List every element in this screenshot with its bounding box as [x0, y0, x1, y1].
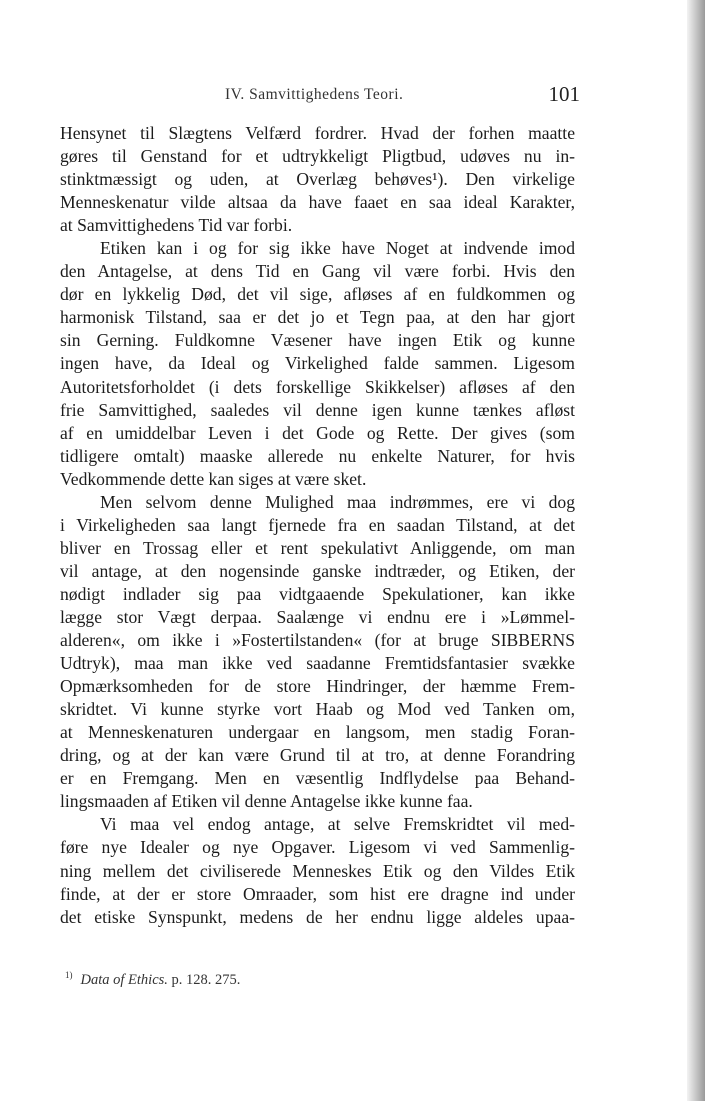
text-line: gøres til Genstand for et udtrykkeligt Pligtbud, udøves nu in- [60, 146, 575, 167]
text-line: finde, at der er store Omraader, som hist ere dragne ind under [60, 883, 575, 904]
text-line: Vi maa vel endog antage, at selve Fremskridtet vil med- [100, 814, 575, 835]
text-line: den Antagelse, at dens Tid en Gang vil være forbi. Hvis den [60, 261, 575, 282]
page-header [60, 82, 580, 112]
text-line: nødigt indlader sig paa vidtgaaende Spekulationer, kan ikke [60, 583, 575, 604]
text-line: vil antage, at den nogensinde ganske indtræder, og Etiken, der [60, 560, 575, 581]
text-line: dring, og at der kan være Grund til at tro, at denne Forandring [60, 745, 575, 766]
text-line: sin Gerning. Fuldkomne Væsener have ingen Etik og kunne [60, 330, 575, 351]
text-line: Menneskenatur vilde altsaa da have faaet en saa ideal Karakter, [60, 192, 575, 213]
page-edge-shadow [687, 0, 705, 1101]
text-line: stinktmæssigt og uden, at Overlæg behøves¹). Den virkelige [60, 169, 575, 190]
text-line: føre nye Idealer og nye Opgaver. Ligesom vi ved Sammenlig- [60, 837, 575, 858]
text-line: at Menneskenaturen undergaar en langsom, men stadig Foran- [60, 722, 575, 743]
text-line: skridtet. Vi kunne styrke vort Haab og Mod ved Tanken om, [60, 699, 575, 720]
text-line: Udtryk), maa man ikke ved saadanne Fremtidsfantasier svække [60, 653, 575, 674]
footnote-marker: 1) [65, 970, 73, 980]
text-line: ning mellem det civiliserede Menneskes Etik og den Vildes Etik [60, 860, 575, 881]
text-line: at Samvittighedens Tid var forbi. [60, 215, 293, 236]
page-number: 101 [548, 82, 580, 106]
text-line: frie Samvittighed, saaledes vil denne igen kunne tænkes afløst [60, 399, 575, 420]
text-line: bliver en Trossag eller et rent spekulativt Anliggende, om man [60, 537, 575, 558]
text-line: dør en lykkelig Død, det vil sige, afløses af en fuldkommen og [60, 284, 575, 305]
running-title: IV. Samvittighedens Teori. [225, 86, 404, 103]
text-line: i Virkeligheden saa langt fjernede fra en saadan Tilstand, at det [60, 514, 575, 535]
footnote [65, 970, 240, 989]
text-line: Men selvom denne Mulighed maa indrømmes, ere vi dog [100, 491, 575, 512]
text-line: lingsmaaden af Etiken vil denne Antagelse ikke kunne faa. [60, 791, 473, 812]
text-line: alderen«, om ikke i »Fostertilstanden« (for at bruge SIBBERNS [60, 630, 575, 651]
text-line: det etiske Synspunkt, medens de her endnu ligge aldeles upaa- [60, 906, 575, 927]
text-line: ingen have, da Ideal og Virkelighed falde sammen. Ligesom [60, 353, 575, 374]
text-line: er en Fremgang. Men en væsentlig Indflydelse paa Behand- [60, 768, 575, 789]
text-line: af en umiddelbar Leven i det Gode og Rette. Der gives (som [60, 422, 575, 443]
text-line: tidligere omtalt) maaske allerede nu enkelte Naturer, for hvis [60, 445, 575, 466]
body-text [60, 122, 575, 929]
text-line: lægge stor Vægt derpaa. Saalænge vi endnu ere i »Lømmel- [60, 606, 575, 627]
text-line: harmonisk Tilstand, saa er det jo et Tegn paa, at den har gjort [60, 307, 575, 328]
text-line: Opmærksomheden for de store Hindringer, der hæmme Frem- [60, 676, 575, 697]
text-line: Etiken kan i og for sig ikke have Noget at indvende imod [100, 238, 575, 259]
text-line: Vedkommende dette kan siges at være sket. [60, 468, 367, 489]
text-line: Autoritetsforholdet (i dets forskellige Skikkelser) afløses af den [60, 376, 575, 397]
footnote-source: Data of Ethics. [80, 972, 168, 988]
text-line: Hensynet til Slægtens Velfærd fordrer. Hvad der forhen maatte [60, 123, 575, 143]
footnote-pages: p. 128. 275. [171, 972, 241, 988]
